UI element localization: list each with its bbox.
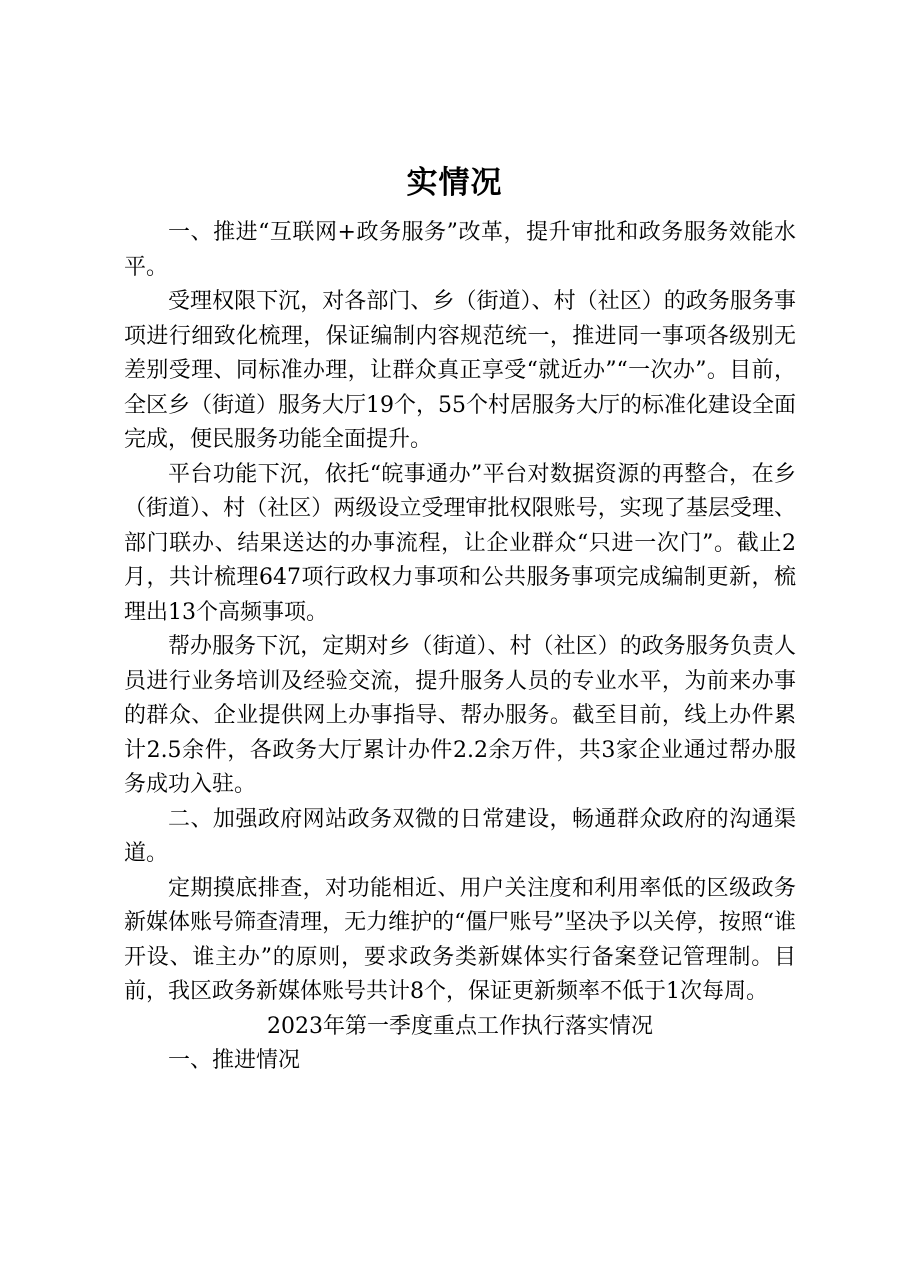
paragraph-authority-delegation: 受理权限下沉，对各部门、乡（街道）、村（社区）的政务服务事项进行细致化梳理，保证编制内容规范统一，推进同一事项各级别无差别受理、同标准办理，让群众真正享受“就近办”“一次办”。目前，全区乡（街道）服务大厅19个，55个村居服务大厅的标准化建设全面完成，便民服务功能全面提升。 [124, 289, 796, 452]
page-title: 实情况 [406, 165, 503, 201]
paragraph-reform-heading: 一、推进“互联网+政务服务”改革，提升审批和政务服务效能水平。 [124, 220, 796, 280]
paragraph-progress-heading: 一、推进情况 [168, 1048, 301, 1073]
paragraph-website-heading: 二、加强政府网站政务双微的日常建设，畅通群众政府的沟通渠道。 [124, 806, 796, 866]
paragraph-media-audit: 定期摸底排查，对功能相近、用户关注度和利用率低的区级政务新媒体账号筛查清理，无力维护的“僵尸账号”坚决予以关停，按照“谁开设、谁主办”的原则，要求政务类新媒体实行备案登记管理制。目前，我区政务新媒体账号共计8个，保证更新频率不低于1次每周。 [124, 875, 796, 1004]
paragraph-assistance-service: 帮办服务下沉，定期对乡（街道）、村（社区）的政务服务负责人员进行业务培训及经验交流，提升服务人员的专业水平，为前来办事的群众、企业提供网上办事指导、帮办服务。截至目前，线上办件累计2.5余件，各政务大厅累计办件2.2余万件，共3家企业通过帮办服务成功入驻。 [124, 634, 796, 797]
paragraph-platform-delegation: 平台功能下沉，依托“皖事通办”平台对数据资源的再整合，在乡（街道）、村（社区）两级设立受理审批权限账号，实现了基层受理、部门联办、结果送达的办事流程，让企业群众“只进一次门”。截止2月，共计梳理647项行政权力事项和公共服务事项完成编制更新，梳理出13个高频事项。 [124, 461, 796, 625]
section-heading: 2023年第一季度重点工作执行落实情况 [267, 1013, 653, 1039]
document-body [124, 216, 796, 1079]
